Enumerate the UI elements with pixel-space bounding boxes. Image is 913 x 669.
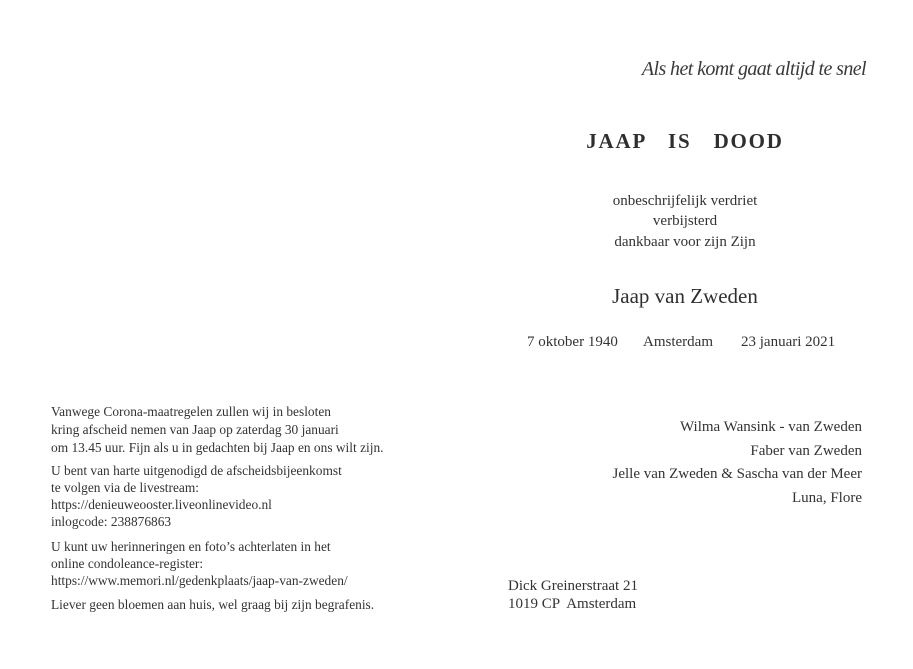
family-member: Jelle van Zweden & Sascha van der Meer (612, 466, 862, 482)
family-member: Faber van Zweden (750, 443, 862, 459)
feeling-line: dankbaar voor zijn Zijn (614, 234, 756, 250)
feeling-line: verbijsterd (652, 213, 718, 229)
flowers-line: Liever geen bloemen aan huis, wel graag bij zijn begrafenis. (51, 597, 375, 612)
farewell-line: om 13.45 uur. Fijn als u in gedachten bij Jaap en ons wilt zijn. (51, 440, 384, 455)
livestream-line: U bent van harte uitgenodigd de afscheidsbijeenkomst (51, 463, 342, 478)
farewell-line: kring afscheid nemen van Jaap op zaterdag 30 januari (51, 422, 339, 437)
family-member: Wilma Wansink - van Zweden (679, 419, 862, 435)
livestream-link[interactable]: https://denieuweooster.liveonlinevideo.nl (51, 497, 272, 512)
farewell-line: Vanwege Corona-maatregelen zullen wij in besloten (51, 404, 331, 419)
feeling-line: onbeschrijfelijk verdriet (612, 193, 758, 209)
family-member: Luna, Flore (792, 490, 862, 506)
condolence-line: online condoleance-register: (51, 556, 204, 571)
address-city: 1019 CP Amsterdam (508, 596, 637, 612)
motto: Als het komt gaat altijd te snel (641, 58, 866, 80)
death-date: 23 januari 2021 (741, 334, 836, 350)
deceased-name: Jaap van Zweden (612, 284, 758, 308)
place: Amsterdam (643, 334, 713, 350)
livestream-line: te volgen via de livestream: (51, 480, 199, 495)
condolence-line: U kunt uw herinneringen en foto’s achterlaten in het (51, 539, 331, 554)
birth-date: 7 oktober 1940 (527, 334, 618, 350)
login-code: inlogcode: 238876863 (51, 514, 172, 529)
headline: JAAP IS DOOD (586, 129, 784, 153)
condolence-link[interactable]: https://www.memori.nl/gedenkplaats/jaap-van-zweden/ (51, 573, 348, 588)
address-street: Dick Greinerstraat 21 (508, 578, 638, 594)
